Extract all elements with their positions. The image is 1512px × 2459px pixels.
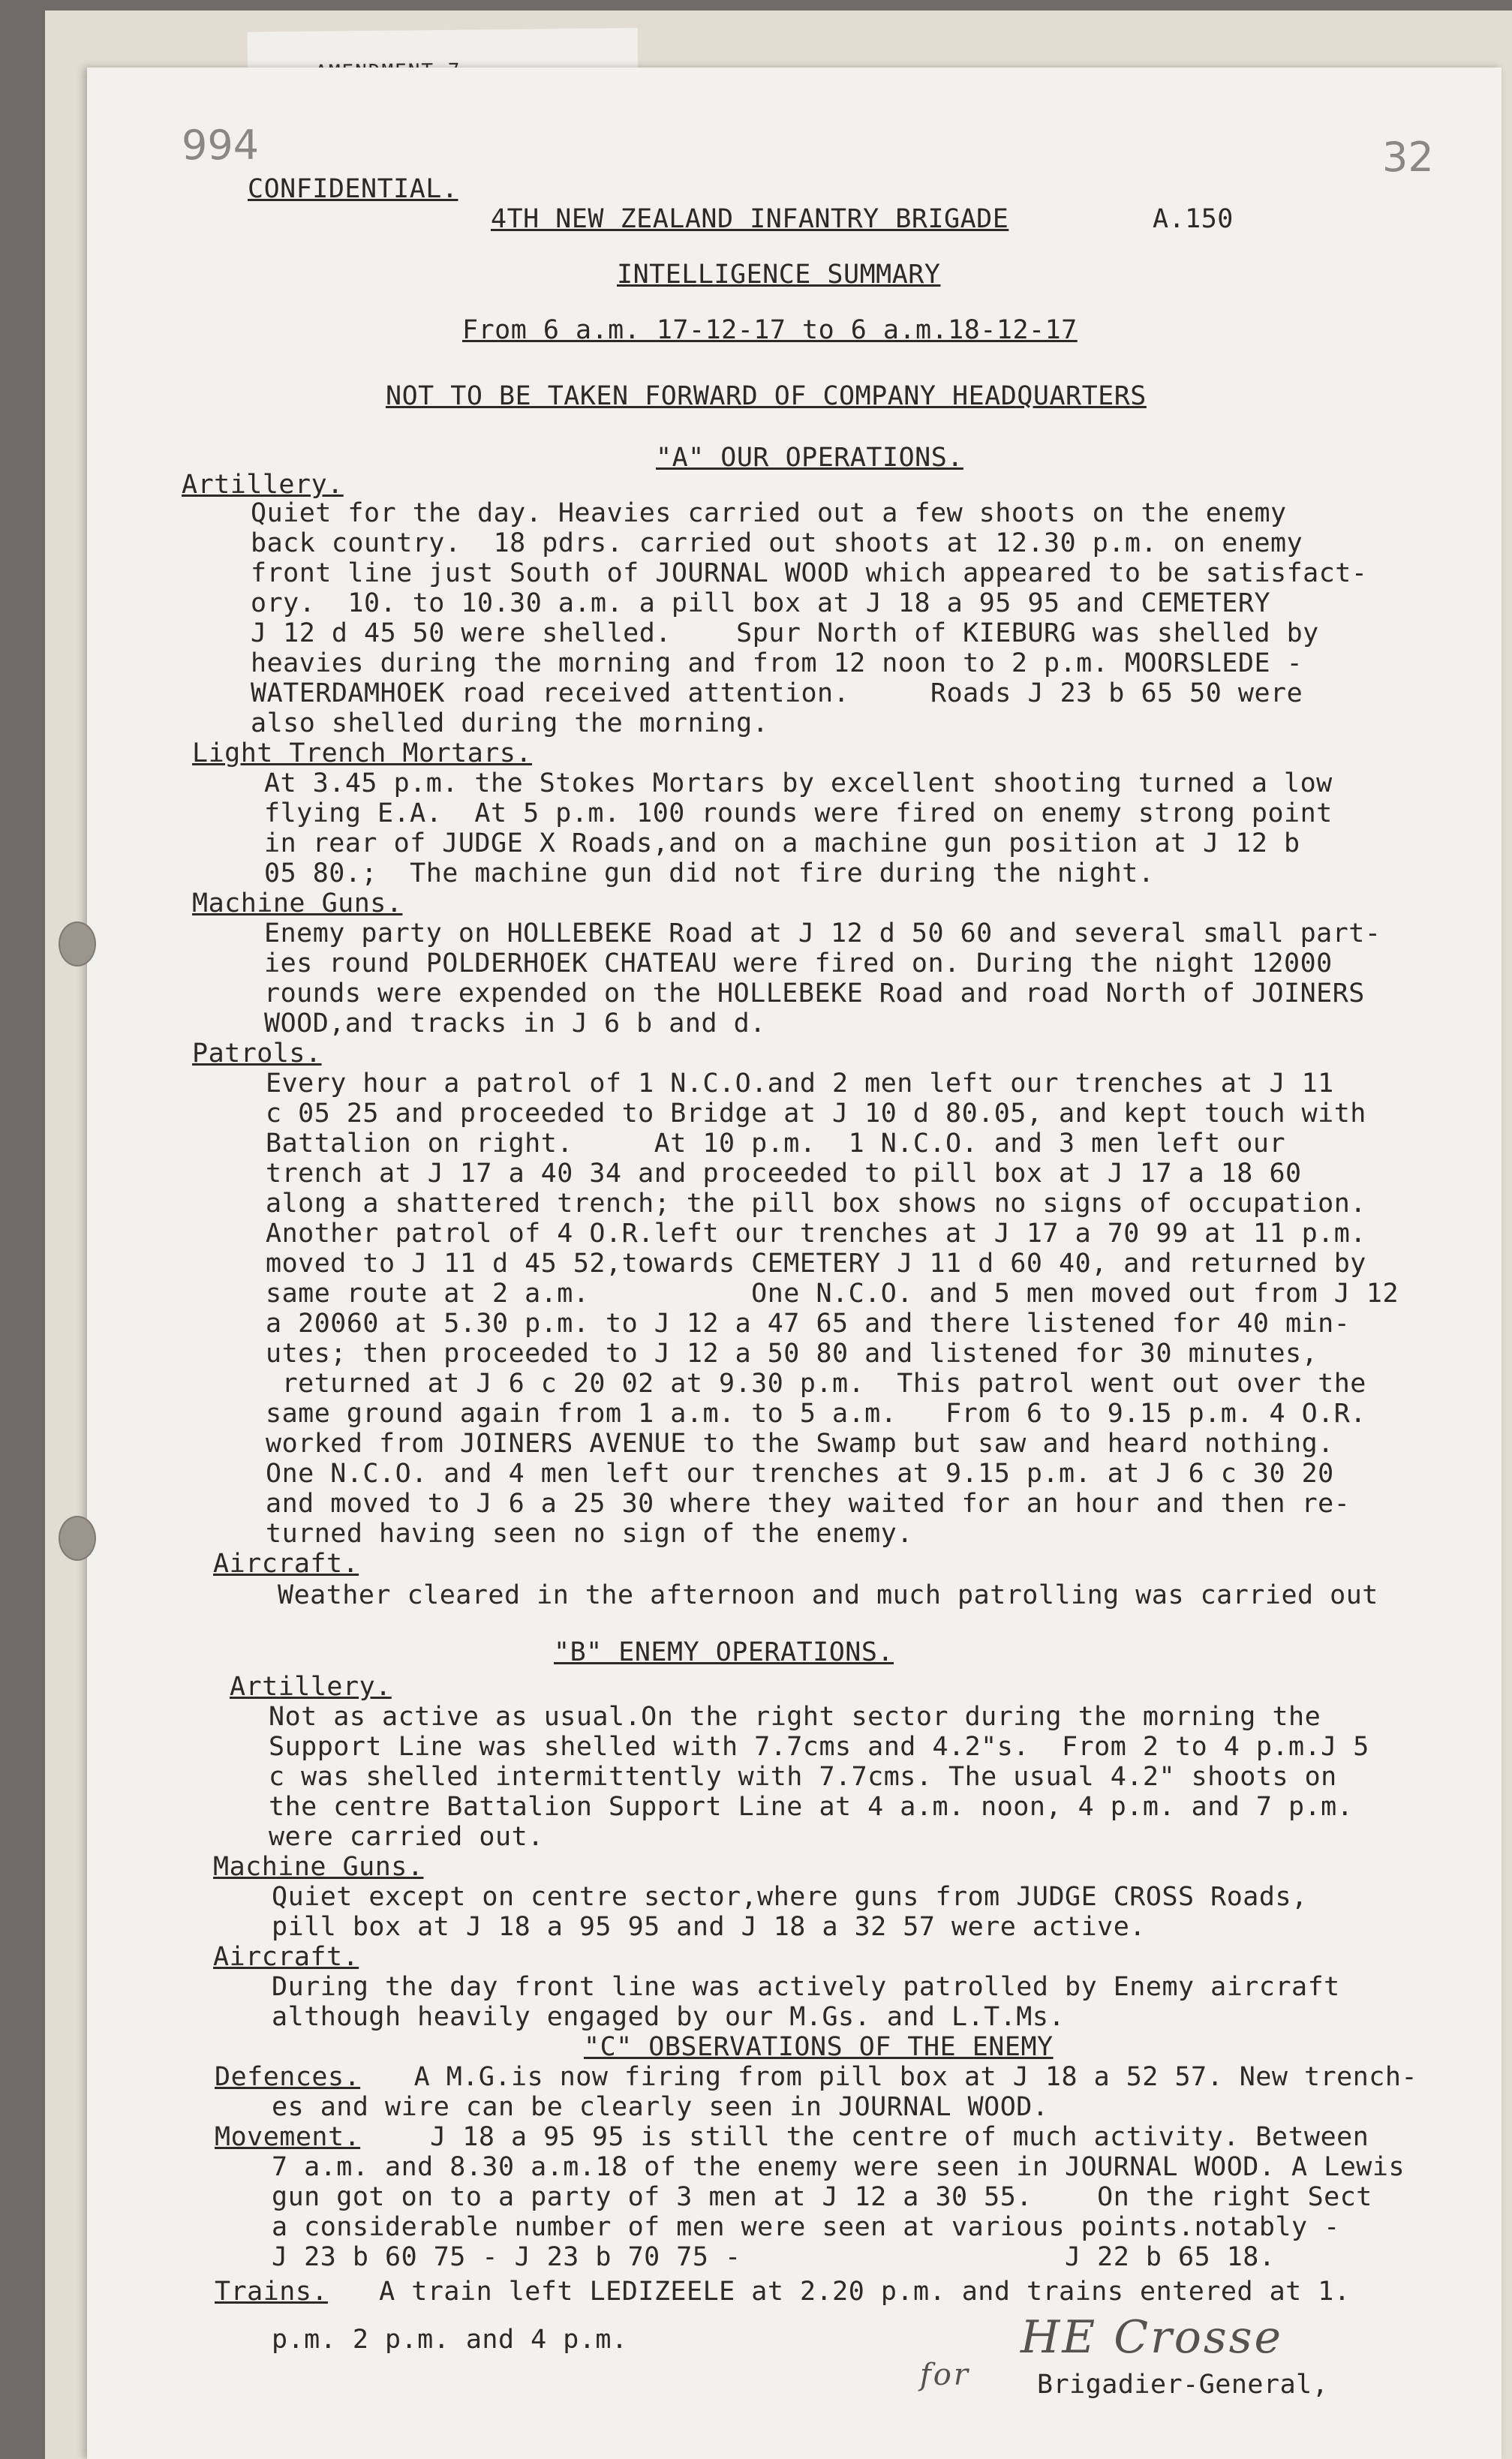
- text-line: ory. 10. to 10.30 a.m. a pill box at J 18 a 95 95 and CEMETERY: [251, 588, 1271, 618]
- text-line: During the day front line was actively patrolled by Enemy aircraft: [272, 1972, 1340, 2002]
- text-line: moved to J 11 d 45 52,towards CEMETERY J 11 d 60 40, and returned by: [266, 1249, 1366, 1279]
- text-line: the centre Battalion Support Line at 4 a.m. noon, 4 p.m. and 7 p.m.: [269, 1792, 1354, 1822]
- text-line: flying E.A. At 5 p.m. 100 rounds were fired on enemy strong point: [264, 798, 1333, 828]
- text-line: back country. 18 pdrs. carried out shoots at 12.30 p.m. on enemy: [251, 528, 1303, 558]
- text-line: J 23 b 60 75 - J 23 b 70 75 - J 22 b 65 18.: [272, 2242, 1276, 2272]
- heading-defences: Defences.: [215, 2062, 361, 2092]
- text-line: were carried out.: [269, 1822, 544, 1852]
- text-line: and moved to J 6 a 25 30 where they waited for an hour and then re-: [266, 1489, 1351, 1519]
- text-line: also shelled during the morning.: [251, 708, 769, 738]
- trains-text-2: p.m. 2 p.m. and 4 p.m.: [272, 2325, 628, 2355]
- text-line: Every hour a patrol of 1 N.C.O.and 2 men left our trenches at J 11: [266, 1069, 1334, 1099]
- reference-number: A.150: [1153, 204, 1234, 234]
- text-line: worked from JOINERS AVENUE to the Swamp but saw and heard nothing.: [266, 1429, 1334, 1459]
- text-line: Quiet for the day. Heavies carried out a few shoots on the enemy: [251, 498, 1287, 528]
- text-line: a considerable number of men were seen at various points.notably -: [272, 2212, 1340, 2242]
- heading-light-trench-mortars: Light Trench Mortars.: [192, 738, 533, 768]
- signature-title: Brigadier-General,: [1037, 2370, 1329, 2400]
- text-line: gun got on to a party of 3 men at J 12 a 30 55. On the right Sect: [272, 2182, 1372, 2212]
- text-line: c was shelled intermittently with 7.7cms. The usual 4.2" shoots on: [269, 1762, 1337, 1792]
- text-line: same route at 2 a.m. One N.C.O. and 5 men moved out from J 12: [266, 1279, 1399, 1309]
- section-a-title: "A" OUR OPERATIONS.: [656, 443, 963, 473]
- text-line: WATERDAMHOEK road received attention. Roads J 23 b 65 50 were: [251, 678, 1303, 708]
- document-page: [87, 68, 1501, 2459]
- text-line: c 05 25 and proceeded to Bridge at J 10 d 80.05, and kept touch with: [266, 1099, 1366, 1129]
- trains-text-1: A train left LEDIZEELE at 2.20 p.m. and trains entered at 1.: [347, 2277, 1351, 2307]
- signature: HE Crosse: [1021, 2311, 1283, 2364]
- heading-movement: Movement.: [215, 2122, 361, 2152]
- text-line: a 20060 at 5.30 p.m. to J 12 a 47 65 and there listened for 40 min-: [266, 1309, 1351, 1339]
- heading-enemy-aircraft: Aircraft.: [213, 1942, 359, 1972]
- defences-text-1: A M.G.is now firing from pill box at J 18 a 52 57. New trench-: [398, 2062, 1418, 2092]
- text-line: utes; then proceeded to J 12 a 50 80 and listened for 30 minutes,: [266, 1339, 1318, 1369]
- punch-hole-top: [59, 921, 96, 966]
- heading-machine-guns: Machine Guns.: [192, 888, 403, 918]
- text-line: same ground again from 1 a.m. to 5 a.m. From 6 to 9.15 p.m. 4 O.R.: [266, 1399, 1366, 1429]
- text-line: rounds were expended on the HOLLEBEKE Road and road North of JOINERS: [264, 978, 1365, 1009]
- signature-for: for: [920, 2358, 971, 2392]
- heading-aircraft: Aircraft.: [213, 1549, 359, 1579]
- punch-hole-bottom: [59, 1516, 96, 1561]
- text-line: Another patrol of 4 O.R.left our trenches at J 17 a 70 99 at 11 p.m.: [266, 1219, 1366, 1249]
- heading-trains: Trains.: [215, 2277, 329, 2307]
- text-line: Battalion on right. At 10 p.m. 1 N.C.O. and 3 men left our: [266, 1129, 1286, 1159]
- text-line: 05 80.; The machine gun did not fire during the night.: [264, 858, 1155, 888]
- text-line: pill box at J 18 a 95 95 and J 18 a 32 57 were active.: [272, 1912, 1146, 1942]
- brigade-title: 4TH NEW ZEALAND INFANTRY BRIGADE: [491, 204, 1009, 234]
- text-line: turned having seen no sign of the enemy.: [266, 1519, 913, 1549]
- text-line: 7 a.m. and 8.30 a.m.18 of the enemy were seen in JOURNAL WOOD. A Lewis: [272, 2152, 1405, 2182]
- handling-warning: NOT TO BE TAKEN FORWARD OF COMPANY HEADQUARTERS: [386, 381, 1147, 411]
- section-c-title: "C" OBSERVATIONS OF THE ENEMY: [584, 2032, 1054, 2062]
- text-line: ies round POLDERHOEK CHATEAU were fired on. During the night 12000: [264, 948, 1333, 978]
- text-line: Quiet except on centre sector,where guns from JUDGE CROSS Roads,: [272, 1882, 1308, 1912]
- heading-enemy-artillery: Artillery.: [230, 1672, 392, 1702]
- heading-artillery: Artillery.: [182, 470, 344, 500]
- text-line: At 3.45 p.m. the Stokes Mortars by excellent shooting turned a low: [264, 768, 1333, 798]
- text-line: Enemy party on HOLLEBEKE Road at J 12 d 50 60 and several small part-: [264, 918, 1381, 948]
- text-line: WOOD,and tracks in J 6 b and d.: [264, 1009, 766, 1039]
- classification: CONFIDENTIAL.: [248, 174, 458, 204]
- text-line: trench at J 17 a 40 34 and proceeded to pill box at J 17 a 18 60: [266, 1159, 1302, 1189]
- text-line: Not as active as usual.On the right sector during the morning the: [269, 1702, 1321, 1732]
- text-line: heavies during the morning and from 12 noon to 2 p.m. MOORSLEDE -: [251, 648, 1303, 678]
- aircraft-text: Weather cleared in the afternoon and much patrolling was carried out: [278, 1580, 1378, 1610]
- period: From 6 a.m. 17-12-17 to 6 a.m.18-12-17: [462, 315, 1078, 345]
- document-title: INTELLIGENCE SUMMARY: [617, 260, 941, 290]
- text-line: returned at J 6 c 20 02 at 9.30 p.m. This patrol went out over the: [266, 1369, 1366, 1399]
- text-line: Support Line was shelled with 7.7cms and 4.2"s. From 2 to 4 p.m.J 5: [269, 1732, 1369, 1762]
- defences-text-2: es and wire can be clearly seen in JOURNAL WOOD.: [272, 2092, 1049, 2122]
- heading-patrols: Patrols.: [192, 1039, 322, 1069]
- text-line: front line just South of JOURNAL WOOD which appeared to be satisfact-: [251, 558, 1368, 588]
- pencil-page-number: 32: [1382, 134, 1434, 181]
- text-line: along a shattered trench; the pill box shows no signs of occupation.: [266, 1189, 1366, 1219]
- text-line: in rear of JUDGE X Roads,and on a machine gun position at J 12 b: [264, 828, 1300, 858]
- text-line: J 12 d 45 50 were shelled. Spur North of KIEBURG was shelled by: [251, 618, 1319, 648]
- movement-text-1: J 18 a 95 95 is still the centre of much activity. Between: [398, 2122, 1369, 2152]
- text-line: although heavily engaged by our M.Gs. and L.T.Ms.: [272, 2002, 1066, 2032]
- text-line: One N.C.O. and 4 men left our trenches at 9.15 p.m. at J 6 c 30 20: [266, 1459, 1334, 1489]
- heading-enemy-machine-guns: Machine Guns.: [213, 1852, 424, 1882]
- section-b-title: "B" ENEMY OPERATIONS.: [554, 1637, 894, 1667]
- pencil-file-number: 994: [182, 122, 260, 169]
